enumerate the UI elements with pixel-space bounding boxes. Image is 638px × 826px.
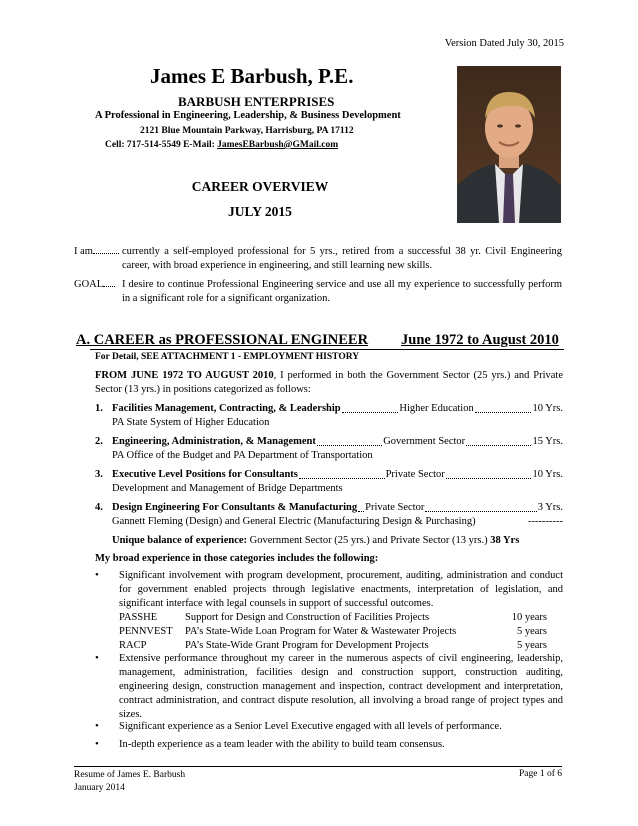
broad-experience-heading: My broad experience in those categories includes the following:: [95, 553, 379, 564]
program-list: [95, 611, 563, 653]
bullet-item: • Significant experience as a Senior Level Executive engaged with all levels of performance.: [95, 720, 502, 732]
section-a-title: A. CAREER as PROFESSIONAL ENGINEER: [76, 332, 369, 348]
footer-resume-title: Resume of James E. Barbush: [74, 770, 186, 780]
program-row: RACP PA’s State-Wide Grant Program for Development Projects 5 years: [119, 640, 547, 651]
tagline: A Professional in Engineering, Leadership, & Business Development: [95, 110, 401, 121]
category-item: 4. Design Engineering For Consultants & Manufacturing Private Sector 3 Yrs. Gannett Fleming (Design) and General Electric (Manufacturing Design & Purchasing) ----------: [95, 502, 563, 527]
bullet-item: • In-depth experience as a team leader with the ability to build team consensus.: [95, 738, 445, 750]
resume-name: James E Barbush, P.E.: [150, 64, 354, 88]
overview-date: JULY 2015: [228, 204, 292, 219]
program-row: PENNVEST PA’s State-Wide Loan Program for Water & Wastewater Projects 5 years: [119, 626, 547, 637]
version-date: Version Dated July 30, 2015: [444, 38, 564, 49]
detail-note: For Detail, SEE ATTACHMENT 1 - EMPLOYMENT HISTORY: [95, 352, 360, 362]
footer-date: January 2014: [74, 783, 125, 793]
category-item: 3. Executive Level Positions for Consultants Private Sector 10 Yrs. Development and Management of Bridge Departments: [95, 469, 563, 494]
headshot-illustration: [457, 66, 561, 223]
bullet-item: • Significant involvement with program development, procurement, auditing, administration and conduct for government enabled projects through legislative enactments, interpretation of legislation, and significant interface with legal counsels in support of successful outcomes.: [95, 569, 563, 609]
footer-left: [74, 769, 185, 795]
contact-line: [105, 140, 338, 150]
iam-label: I am: [74, 245, 119, 259]
page-number: Page 1 of 6: [518, 769, 562, 779]
iam-text: currently a self-employed professional for 5 yrs., retired from a successful 38 yr. Civil Engineering career, with broad experience in engineering, and still learning new skills.: [122, 246, 562, 271]
bullet-icon: •: [95, 652, 99, 664]
goal-label: GOAL: [74, 278, 115, 292]
contact-prefix: Cell: 717-514-5549 E-Mail:: [105, 140, 218, 150]
section-a-dates: June 1972 to August 2010: [401, 332, 559, 348]
headshot-photo: [457, 66, 561, 223]
category-item: 1. Facilities Management, Contracting, & Leadership Higher Education 10 Yrs. PA State System of Higher Education: [95, 403, 563, 428]
section-divider: [90, 349, 564, 350]
overview-title: CAREER OVERVIEW: [191, 179, 329, 194]
bullet-icon: •: [95, 569, 99, 581]
bullet-icon: •: [95, 738, 99, 750]
unique-balance: Unique balance of experience: Government Sector (25 yrs.) and Private Sector (13 yrs.) 38 Yrs: [112, 535, 520, 546]
goal-text: I desire to continue Professional Engineering service and use all my experience to successfully perform in a significant role for a significant organization.: [122, 279, 562, 304]
footer-divider: [74, 766, 562, 767]
section-a-heading: [76, 332, 559, 349]
career-summary: FROM JUNE 1972 TO AUGUST 2010, I performed in both the Government Sector (25 yrs.) and Private Sector (13 yrs.) in positions categorized as follows:: [95, 370, 563, 395]
program-row: PASSHE Support for Design and Construction of Facilities Projects 10 years: [119, 612, 547, 623]
email-link[interactable]: JamesEBarbush@GMail.com: [217, 140, 339, 150]
category-item: 2. Engineering, Administration, & Management Government Sector 15 Yrs. PA Office of the Budget and PA Department of Transportation: [95, 436, 563, 461]
company-name: BARBUSH ENTERPRISES: [178, 94, 335, 109]
iam-statement: [74, 245, 562, 273]
bullet-item: • Extensive performance throughout my career in the numerous aspects of civil engineering, leadership, management, administration, facilities design and construction support, construction auditing, engineering design, construction management and inspection, contract development and interpretation, contract administration, and contract dispute resolution, all involving a broad range of project types and sizes.: [95, 652, 563, 720]
bullet-icon: •: [95, 720, 99, 732]
address: 2121 Blue Mountain Parkway, Harrisburg, PA 17112: [140, 126, 354, 136]
goal-statement: [74, 278, 562, 306]
